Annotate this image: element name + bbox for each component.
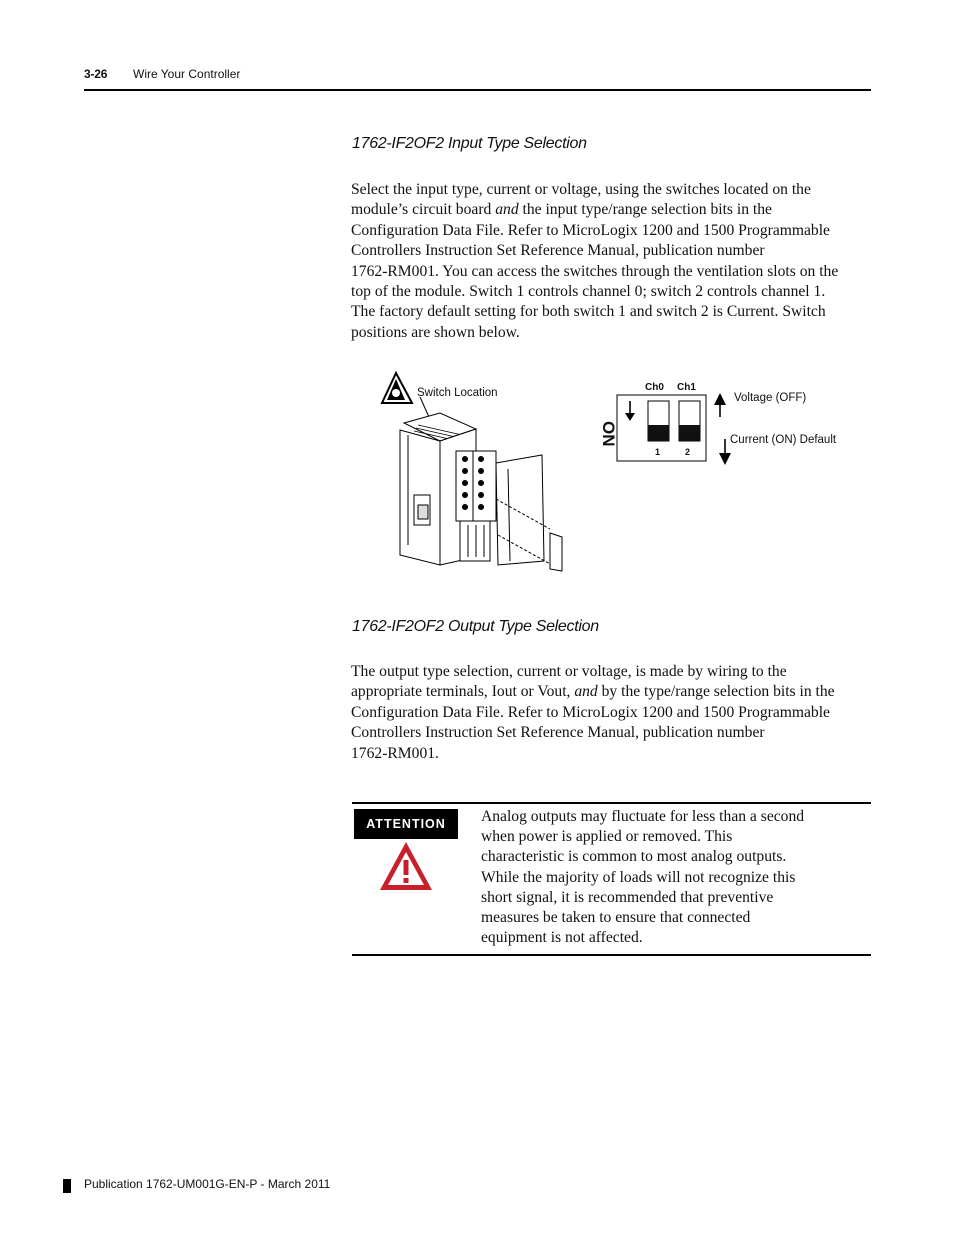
attention-line: equipment is not affected. <box>481 929 643 947</box>
page-number: 3-26 <box>84 67 108 81</box>
arrow-up-icon <box>714 393 726 417</box>
attention-top-rule <box>352 802 871 804</box>
attention-line: measures be taken to ensure that connected <box>481 909 751 927</box>
output-type-paragraph <box>351 662 871 764</box>
output-type-heading: 1762-IF2OF2 Output Type Selection <box>352 618 599 635</box>
paragraph-line: Select the input type, current or voltage, using the switches located on the <box>351 181 811 198</box>
switch-location-label: Switch Location <box>417 387 498 399</box>
controller-module-drawing <box>400 413 562 571</box>
paragraph-line: module’s circuit board and the input type/range selection bits in the <box>351 201 772 219</box>
channel-1-label: Ch1 <box>677 382 696 393</box>
warning-triangle-icon <box>378 840 434 892</box>
on-label: ON <box>599 421 618 447</box>
input-type-paragraph <box>351 180 871 343</box>
paragraph-line: The factory default setting for both switch 1 and switch 2 is Current. Switch <box>351 303 826 321</box>
paragraph-line: The output type selection, current or voltage, is made by wiring to the <box>351 663 787 680</box>
chapter-title: Wire Your Controller <box>133 67 241 81</box>
paragraph-line: appropriate terminals, Iout or Vout, and by the type/range selection bits in the <box>351 683 835 701</box>
paragraph-line: Controllers Instruction Set Reference Manual, publication number <box>351 242 765 260</box>
dip-switch-diagram <box>617 395 706 461</box>
attention-line: characteristic is common to most analog outputs. <box>481 848 787 866</box>
footer-marker <box>63 1179 71 1193</box>
paragraph-line: Configuration Data File. Refer to MicroLogix 1200 and 1500 Programmable <box>351 703 830 721</box>
channel-0-label: Ch0 <box>645 382 664 393</box>
paragraph-line: top of the module. Switch 1 controls channel 0; switch 2 controls channel 1. <box>351 283 826 301</box>
switch-number-2: 2 <box>685 447 691 457</box>
esd-warning-icon <box>382 373 412 403</box>
publication-footer: Publication 1762-UM001G-EN-P - March 2011 <box>84 1177 331 1191</box>
attention-bottom-rule <box>352 954 871 956</box>
paragraph-line: 1762-RM001. You can access the switches through the ventilation slots on the <box>351 262 839 280</box>
switch-number-1: 1 <box>655 447 661 457</box>
attention-line: Analog outputs may fluctuate for less than a second <box>481 808 805 825</box>
attention-line: While the majority of loads will not recognize this <box>481 868 796 886</box>
attention-badge: ATTENTION <box>354 809 458 839</box>
attention-line: short signal, it is recommended that preventive <box>481 888 774 906</box>
voltage-off-label: Voltage (OFF) <box>734 392 807 404</box>
current-on-default-label: Current (ON) Default <box>730 434 837 446</box>
attention-line: when power is applied or removed. This <box>481 828 733 846</box>
paragraph-line: Configuration Data File. Refer to MicroLogix 1200 and 1500 Programmable <box>351 221 830 239</box>
attention-message <box>481 807 861 948</box>
paragraph-line: positions are shown below. <box>351 323 520 341</box>
header-rule <box>84 89 871 91</box>
paragraph-line: 1762-RM001. <box>351 744 439 762</box>
input-type-heading: 1762-IF2OF2 Input Type Selection <box>352 135 587 152</box>
paragraph-line: Controllers Instruction Set Reference Manual, publication number <box>351 724 765 742</box>
